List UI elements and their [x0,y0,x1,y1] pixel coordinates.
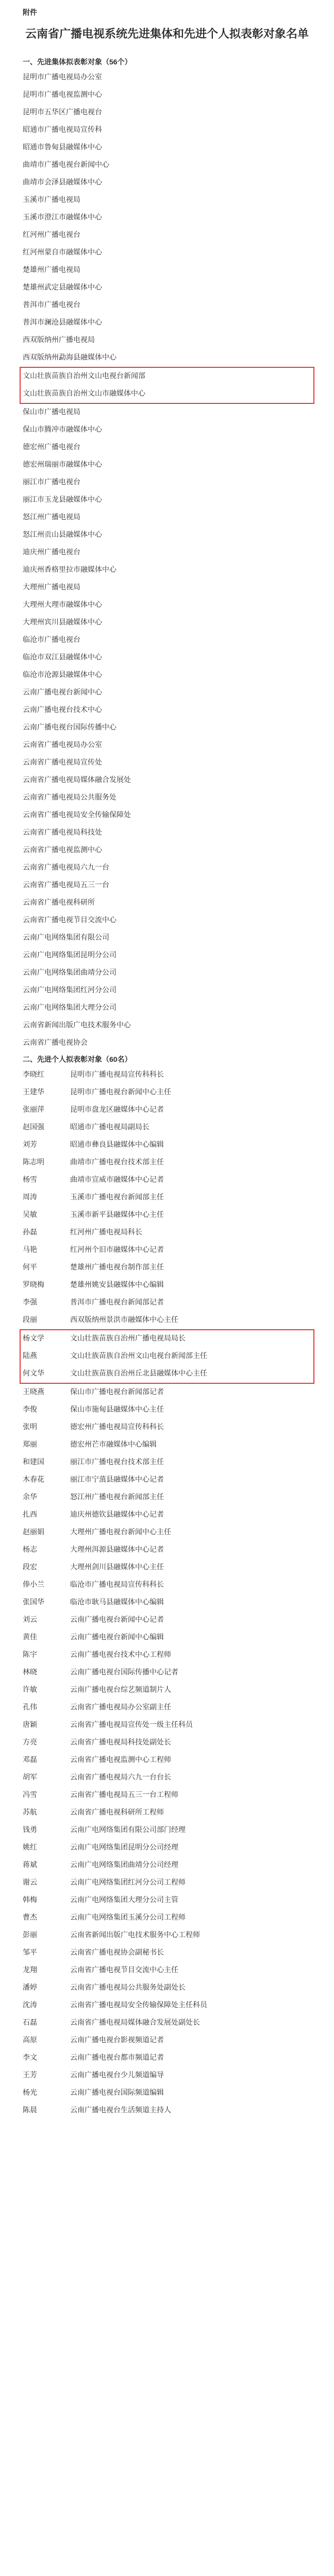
individual-name: 韩梅 [23,1896,37,1904]
individual-name: 李文 [23,2054,37,2062]
individual-name: 蒋斌 [23,1861,37,1869]
collective-item: 云南广播电视台新闻中心 [23,689,102,697]
individual-name: 俸小兰 [23,1581,44,1589]
individual-unit: 丽江市宁蒗县融媒体中心记者 [70,1476,164,1484]
individual-unit: 昆明市盘龙区融媒体中心记者 [70,1106,164,1114]
individual-name: 陆燕 [23,1352,37,1360]
individual-row [23,1734,311,1752]
collective-item: 云南省广播电视局媒体融合发展处 [23,776,131,784]
collective-item: 德宏州广播电视台 [23,444,80,451]
collective-item: 云南省广播电视局公共服务处 [23,794,116,802]
individual-row [23,1189,311,1207]
collectives-list [23,69,311,367]
individual-unit: 玉溪市广播电视台新闻部主任 [70,1194,164,1201]
collective-item: 西双版纳州勐海县融媒体中心 [23,354,116,362]
individual-row [23,1909,311,1927]
individual-row [23,1997,311,2014]
individual-row [23,1892,311,1909]
individual-name: 刘云 [23,1616,37,1624]
individual-name: 李强 [23,1299,37,1307]
individual-unit: 云南省广播电视监测中心工程师 [70,1756,171,1764]
collective-item: 昭通市广播电视局宣传科 [23,126,102,134]
collective-item: 云南省广播电视节目交流中心 [23,917,116,924]
individual-name: 张丽萍 [23,1106,44,1114]
individual-unit: 保山市施甸县融媒体中心主任 [70,1406,164,1414]
individual-row [23,1804,311,1822]
collective-item: 云南省广播电视局五三一台 [23,882,109,889]
collectives-heading: 一、先进集体拟表彰对象（56个） [23,58,132,66]
individual-row [23,1682,311,1699]
individual-name: 余华 [23,1494,37,1501]
collective-item: 曲靖市广播电视台新闻中心 [23,161,109,169]
individual-name: 冯雪 [23,1791,37,1799]
individual-unit: 德宏州广播电视局宣传科科长 [70,1423,164,1431]
individual-unit: 楚雄州姚安县融媒体中心编辑 [70,1281,164,1289]
collective-item: 云南省广播电视局六九一台 [23,864,109,872]
individual-row [23,1101,311,1119]
collective-item: 红河州广播电视台 [23,231,80,239]
attachment-label: 附件 [23,8,37,16]
individual-unit: 临沧市广播电视局宣传科科长 [70,1581,164,1589]
individual-row [23,2032,311,2049]
collective-item: 迪庆州香格里拉市融媒体中心 [23,566,116,574]
individual-unit: 云南广播电视台少儿频道编导 [70,2072,164,2079]
individual-unit: 德宏州芒市融媒体中心编辑 [70,1441,157,1449]
individual-row [23,1401,311,1419]
individual-row [23,2067,311,2084]
individual-unit: 昆明市广播电视台新闻中心主任 [70,1089,171,1096]
individual-unit: 云南广电网络集团大理分公司主管 [70,1896,178,1904]
individual-unit: 红河州个旧市融媒体中心记者 [70,1246,164,1254]
individual-name: 孙磊 [23,1229,37,1236]
individual-name: 曹杰 [23,1914,37,1922]
individual-unit: 大理州洱源县融媒体中心记者 [70,1546,164,1554]
individual-name: 许敏 [23,1686,37,1694]
individual-row [23,1927,311,1944]
individual-name: 沈涛 [23,2002,37,2009]
collective-item: 云南省广播电视监测中心 [23,846,102,854]
individual-name: 张明 [23,1423,37,1431]
collective-item: 临沧市沧源县融媒体中心 [23,671,102,679]
collective-item: 丽江市广播电视台 [23,479,80,486]
collective-item: 云南广电网络集团曲靖分公司 [23,969,116,977]
collective-item: 楚雄州武定县融媒体中心 [23,284,102,292]
individual-unit: 云南广电网络集团昆明分公司经理 [70,1844,178,1852]
collectives-highlighted-list [23,368,311,403]
collective-item: 文山壮族苗族自治州文山电视台新闻部 [23,372,145,380]
individual-unit: 文山壮族苗族自治州广播电视局局长 [70,1335,186,1343]
collective-item: 德宏州瑞丽市融媒体中心 [23,461,102,469]
collective-item: 西双版纳州广播电视局 [23,336,95,344]
individual-row [23,1612,311,1629]
individual-row [23,1822,311,1839]
individual-name: 李晓红 [23,1071,44,1079]
individual-unit: 昭通市广播电视局副局长 [70,1124,149,1131]
individual-unit: 文山壮族苗族自治州丘北县融媒体中心主任 [70,1370,207,1378]
individual-name: 王晓燕 [23,1388,44,1396]
individual-name: 李俊 [23,1406,37,1414]
individual-row [23,1979,311,1997]
individual-row [23,1489,311,1506]
collective-item: 云南省广播电视局办公室 [23,741,102,749]
individual-unit: 文山壮族苗族自治州文山电视台新闻部主任 [70,1352,207,1360]
collective-item: 怒江州贡山县融媒体中心 [23,531,102,539]
document-title: 云南省广播电视系统先进集体和先进个人拟表彰对象名单 [25,27,309,40]
individual-name: 木春花 [23,1476,44,1484]
individual-unit: 保山市广播电视台新闻部记者 [70,1388,164,1396]
individual-row [23,1365,311,1383]
individual-name: 杨文学 [23,1335,44,1343]
individual-unit: 红河州广播电视局科长 [70,1229,142,1236]
individual-row [23,2049,311,2067]
individuals-list-continued [23,1384,311,2120]
individual-unit: 云南广电网络集团有限公司部门经理 [70,1826,186,1834]
individual-row [23,1419,311,1436]
collective-item: 玉溪市广播电视局 [23,196,80,204]
individual-name: 胡军 [23,1774,37,1782]
collective-item: 文山壮族苗族自治州文山市融媒体中心 [23,390,145,398]
individual-row [23,1524,311,1541]
individual-row [23,1717,311,1734]
collective-item: 云南省广播电视科研所 [23,899,95,907]
individual-name: 扎西 [23,1511,37,1519]
individual-row [23,1839,311,1857]
individual-unit: 大理州广播电视台新闻中心主任 [70,1529,171,1536]
individual-name: 吴敏 [23,1211,37,1219]
individual-unit: 云南广播电视台都市频道记者 [70,2054,164,2062]
collective-item: 临沧市双江县融媒体中心 [23,654,102,662]
individual-row [23,1594,311,1612]
individual-row [23,2102,311,2120]
collective-item: 普洱市澜沧县融媒体中心 [23,319,102,327]
individual-unit: 云南广播电视台影视频道记者 [70,2037,164,2044]
individual-unit: 云南广电网络集团红河分公司工程师 [70,1879,186,1887]
collective-item: 玉溪市澄江市融媒体中心 [23,214,102,222]
individual-unit: 楚雄州广播电视台制作部主任 [70,1264,164,1272]
individual-name: 王建华 [23,1089,44,1096]
individual-name: 林晓 [23,1669,37,1676]
individual-row [23,1137,311,1154]
collective-item: 云南广播电视台技术中心 [23,706,102,714]
individual-name: 钱勇 [23,1826,37,1834]
individual-name: 段宏 [23,1564,37,1571]
individual-name: 黄佳 [23,1634,37,1641]
individual-row [23,1787,311,1804]
individual-unit: 云南省广播电视局五三一台工程师 [70,1791,178,1799]
collective-item: 临沧市广播电视台 [23,636,80,644]
individual-unit: 云南省广播电视局公共服务处副处长 [70,1984,186,1992]
individual-unit: 云南广播电视台新闻中心记者 [70,1616,164,1624]
individual-row [23,1577,311,1594]
individual-unit: 云南省广播电视局宣传处一级主任科员 [70,1721,193,1729]
individuals-list [23,1066,311,1329]
individual-row [23,1664,311,1682]
individual-unit: 云南省广播电视局科技处副处长 [70,1739,171,1747]
individual-name: 罗晓梅 [23,1281,44,1289]
individual-unit: 云南广播电视台新闻中心编辑 [70,1634,164,1641]
individual-unit: 大理州剑川县融媒体中心主任 [70,1564,164,1571]
collective-item: 云南广电网络集团有限公司 [23,934,109,942]
collective-item: 云南省广播电视局科技处 [23,829,102,837]
collectives-highlight-box [20,367,314,404]
collective-item: 昆明市广播电视局办公室 [23,74,102,81]
individual-row [23,1259,311,1277]
individual-name: 陈志明 [23,1159,44,1166]
individual-unit: 云南省新闻出版广电技术服务中心工程师 [70,1931,200,1939]
individual-name: 马艳 [23,1246,37,1254]
collective-item: 云南广电网络集团大理分公司 [23,1004,116,1012]
individual-row [23,1154,311,1172]
collective-item: 迪庆州广播电视台 [23,549,80,556]
individual-row [23,1962,311,1979]
collective-item: 云南省新闻出版广电技术服务中心 [23,1022,131,1029]
collective-item: 曲靖市会泽县融媒体中心 [23,179,102,187]
collective-item: 云南省广播电视局宣传处 [23,759,102,767]
individual-row [23,1294,311,1312]
individual-row [23,1384,311,1401]
individuals-highlighted-list [23,1330,311,1383]
individual-unit: 怒江州广播电视台新闻部主任 [70,1494,164,1501]
individual-name: 刘芳 [23,1141,37,1149]
individual-row [23,1312,311,1329]
individual-name: 杨雪 [23,1176,37,1184]
individual-name: 赵国强 [23,1124,44,1131]
individual-name: 周涛 [23,1194,37,1201]
collective-item: 保山市广播电视局 [23,409,80,416]
collective-item: 云南广电网络集团红河分公司 [23,987,116,994]
collective-item: 保山市腾冲市融媒体中心 [23,426,102,434]
individual-row [23,1277,311,1294]
individual-name: 孔伟 [23,1704,37,1711]
individual-row [23,1436,311,1454]
individual-unit: 云南省广播电视节目交流中心主任 [70,1967,178,1974]
individual-name: 龙翔 [23,1967,37,1974]
individual-row [23,1471,311,1489]
individual-row [23,1944,311,1962]
collective-item: 昭通市鲁甸县融媒体中心 [23,144,102,151]
individual-name: 何平 [23,1264,37,1272]
individual-unit: 昭通市彝良县融媒体中心编辑 [70,1141,164,1149]
individual-row [23,1066,311,1084]
individual-name: 唐颖 [23,1721,37,1729]
individual-row [23,1084,311,1101]
individual-name: 何文华 [23,1370,44,1378]
individual-row [23,1348,311,1365]
individual-row [23,1224,311,1242]
individual-unit: 云南省广播电视科研所工程师 [70,1809,164,1817]
individual-name: 姚红 [23,1844,37,1852]
individual-unit: 云南广播电视台综艺频道制片人 [70,1686,171,1694]
collective-item: 大理州大理市融媒体中心 [23,601,102,609]
collective-item: 云南省广播电视协会 [23,1039,88,1047]
individual-name: 张国华 [23,1599,44,1606]
individual-name: 高原 [23,2037,37,2044]
individual-row [23,1874,311,1892]
collective-item: 大理州广播电视局 [23,584,80,591]
individual-name: 杨志 [23,1546,37,1554]
individual-row [23,2014,311,2032]
individual-row [23,1330,311,1348]
individual-row [23,1119,311,1137]
collective-item: 昆明市广播电视监测中心 [23,91,102,99]
individual-unit: 曲靖市宣威市融媒体中心记者 [70,1176,164,1184]
individual-row [23,1541,311,1559]
collective-item: 怒江州广播电视局 [23,514,80,521]
individual-unit: 丽江市广播电视台技术部主任 [70,1459,164,1466]
individuals-heading: 二、先进个人拟表彰对象（60名） [23,1055,132,1063]
individual-row [23,1172,311,1189]
individual-row [23,1629,311,1647]
individual-row [23,1769,311,1787]
individual-name: 邹平 [23,1949,37,1957]
collective-item: 红河州蒙自市融媒体中心 [23,249,102,257]
individual-row [23,1207,311,1224]
individual-name: 王芳 [23,2072,37,2079]
individual-unit: 曲靖市广播电视台技术部主任 [70,1159,164,1166]
collective-item: 楚雄州广播电视局 [23,266,80,274]
individual-unit: 云南省广播电视局办公室副主任 [70,1704,171,1711]
individual-unit: 云南广播电视台生活频道主持人 [70,2107,171,2114]
individual-name: 和建国 [23,1459,44,1466]
collective-item: 大理州宾川县融媒体中心 [23,619,102,626]
individual-unit: 云南广播电视台国际传播中心记者 [70,1669,178,1676]
individual-unit: 云南广播电视台技术中心工程师 [70,1651,171,1659]
individual-unit: 普洱市广播电视台新闻部记者 [70,1299,164,1307]
individual-row [23,1647,311,1664]
individual-unit: 云南省广播电视局安全传输保障处主任科员 [70,2002,207,2009]
individual-unit: 迪庆州德钦县融媒体中心记者 [70,1511,164,1519]
individual-row [23,1454,311,1471]
collective-item: 云南广播电视台国际传播中心 [23,724,116,732]
individual-row [23,1559,311,1577]
individual-unit: 云南省广播电视局媒体融合发展处副处长 [70,2019,200,2027]
collective-item: 云南广电网络集团昆明分公司 [23,952,116,959]
individual-row [23,1506,311,1524]
individual-unit: 昆明市广播电视局宣传科科长 [70,1071,164,1079]
individual-name: 段丽 [23,1316,37,1324]
individual-unit: 临沧市耿马县融媒体中心编辑 [70,1599,164,1606]
individual-name: 陈晨 [23,2107,37,2114]
individual-name: 石磊 [23,2019,37,2027]
individual-name: 苏航 [23,1809,37,1817]
individuals-highlight-box [20,1329,314,1384]
individual-name: 郑丽 [23,1441,37,1449]
collective-item: 普洱市广播电视台 [23,301,80,309]
collective-item: 丽江市玉龙县融媒体中心 [23,496,102,504]
individual-name: 彭丽 [23,1931,37,1939]
collective-item: 昆明市五华区广播电视台 [23,109,102,116]
individual-unit: 云南省广播电视协会副秘书长 [70,1949,164,1957]
individual-name: 方亮 [23,1739,37,1747]
individual-unit: 云南广电网络集团曲靖分公司经理 [70,1861,178,1869]
individual-unit: 玉溪市新平县融媒体中心主任 [70,1211,164,1219]
individual-name: 谢云 [23,1879,37,1887]
collective-item: 云南省广播电视局安全传输保障处 [23,811,131,819]
individual-name: 赵丽娟 [23,1529,44,1536]
individual-row [23,1242,311,1259]
individual-row [23,2084,311,2102]
individual-row [23,1752,311,1769]
individual-row [23,1857,311,1874]
individual-row [23,1699,311,1717]
individual-name: 潘婷 [23,1984,37,1992]
individual-name: 杨光 [23,2089,37,2097]
individual-unit: 云南广电网络集团玉溪分公司工程师 [70,1914,186,1922]
individual-unit: 云南省广播电视局六九一台台长 [70,1774,171,1782]
individual-unit: 云南广播电视台国际频道编辑 [70,2089,164,2097]
individual-name: 陈宇 [23,1651,37,1659]
individual-name: 邓磊 [23,1756,37,1764]
collectives-list-continued [23,404,311,1052]
individual-unit: 西双版纳州景洪市融媒体中心主任 [70,1316,178,1324]
